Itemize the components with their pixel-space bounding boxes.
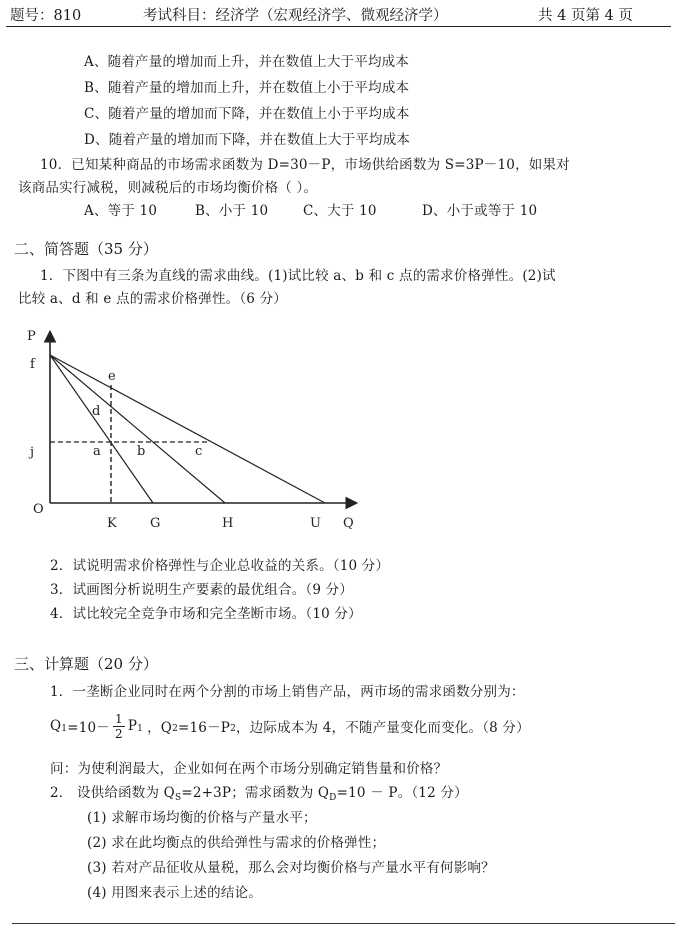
- section3-title: 三、计算题（20 分）: [14, 655, 158, 673]
- s2-q1-line1: 1．下图中有三条为直线的需求曲线。(1)试比较 a、b 和 c 点的需求价格弹性。(2)试: [40, 268, 556, 284]
- label-d: d: [92, 404, 101, 419]
- s3-q2-mid: =2+3P；需求函数为 Q: [181, 785, 330, 801]
- eq-q1-mid: =10－: [67, 720, 111, 736]
- s3-q2-d-subscript: D: [329, 793, 337, 803]
- s3-q2-pre: 2． 设供给函数为 Q: [50, 785, 175, 801]
- s3-q2-item-4: (4) 用图来表示上述的结论。: [87, 885, 262, 901]
- q9-option-d: D、随着产量的增加而下降，并在数值上大于平均成本: [84, 132, 411, 148]
- s3-q1-line1: 1．一垄断企业同时在两个分割的市场上销售产品，两市场的需求函数分别为：: [50, 684, 525, 700]
- label-j: j: [30, 445, 35, 460]
- eq-tail: ，边际成本为 4，不随产量变化而变化。（8 分）: [236, 720, 530, 736]
- q10-option-b: B、小于 10: [195, 203, 269, 219]
- eq-q2-subscript: 2: [172, 724, 178, 734]
- label-q: Q: [343, 516, 354, 531]
- eq-q2: ，Q: [147, 720, 173, 736]
- label-o: O: [33, 502, 44, 517]
- s3-q2-s-subscript: S: [174, 793, 182, 803]
- section2-title: 二、简答题（35 分）: [14, 240, 158, 258]
- s3-q2-item-2: (2) 求在此均衡点的供给弹性与需求的价格弹性；: [87, 835, 386, 851]
- footer-rule: [12, 923, 675, 924]
- label-b: b: [137, 444, 146, 459]
- label-g: G: [150, 516, 161, 531]
- fraction-numerator: 1: [115, 711, 123, 726]
- q10-option-a: A、等于 10: [84, 203, 158, 219]
- eq-q1: Q: [50, 718, 62, 734]
- s2-q2: 2．试说明需求价格弹性与企业总收益的关系。（10 分）: [50, 558, 390, 574]
- label-e: e: [108, 369, 116, 384]
- label-c: c: [195, 444, 203, 459]
- header-rule: [6, 26, 671, 27]
- s2-q3: 3．试画图分析说明生产要素的最优组合。（9 分）: [50, 582, 354, 598]
- demand-line-fu: [50, 355, 325, 503]
- demand-curves-diagram: [0, 315, 370, 540]
- eq-p1: P: [127, 718, 138, 734]
- q9-option-b: B、随着产量的增加而上升，并在数值上小于平均成本: [84, 80, 410, 96]
- q10-line2: 该商品实行减税，则减税后的市场均衡价格（ ）。: [18, 180, 318, 196]
- q9-option-c: C、随着产量的增加而下降，并在数值上小于平均成本: [84, 106, 410, 122]
- s3-q2-line: [50, 781, 468, 801]
- page-indicator: 共 4 页第 4 页: [538, 8, 633, 24]
- label-h: H: [222, 516, 234, 531]
- s3-q1-question: 问：为使利润最大，企业如何在两个市场分别确定销售量和价格？: [50, 761, 448, 777]
- eq-p1-subscript: 1: [137, 724, 144, 734]
- label-p: P: [27, 329, 36, 344]
- q9-option-a: A、随着产量的增加而上升，并在数值上大于平均成本: [84, 54, 410, 70]
- question-number: 题号：810: [10, 8, 82, 24]
- label-a: a: [93, 444, 101, 459]
- exam-subject: 考试科目：经济学（宏观经济学、微观经济学）: [143, 8, 448, 24]
- q10-option-d: D、小于或等于 10: [422, 203, 538, 219]
- q10-option-c: C、大于 10: [303, 203, 377, 219]
- label-f: f: [30, 357, 35, 372]
- s3-q2-item-3: (3) 若对产品征收从量税，那么会对均衡价格与产量水平有何影响？: [87, 860, 495, 876]
- fraction-one-half: [113, 712, 125, 741]
- s3-q2-post: =10 － P。（12 分）: [336, 785, 468, 801]
- label-u: U: [310, 516, 321, 531]
- s3-q1-equation: [50, 706, 530, 746]
- label-k: K: [107, 516, 117, 531]
- s3-q2-item-1: (1) 求解市场均衡的价格与产量水平；: [87, 810, 317, 826]
- eq-q1-subscript: 1: [61, 724, 68, 734]
- s2-q4: 4．试比较完全竞争市场和完全垄断市场。（10 分）: [50, 606, 362, 622]
- eq-p2-subscript: 2: [230, 724, 237, 734]
- fraction-denominator: 2: [115, 726, 123, 741]
- q10-line1: 10．已知某种商品的市场需求函数为 D=30－P，市场供给函数为 S=3P－10，如果对: [40, 157, 570, 173]
- eq-q2-rhs: =16－P: [178, 720, 231, 736]
- s2-q1-line2: 比较 a、d 和 e 点的需求价格弹性。（6 分）: [18, 291, 287, 307]
